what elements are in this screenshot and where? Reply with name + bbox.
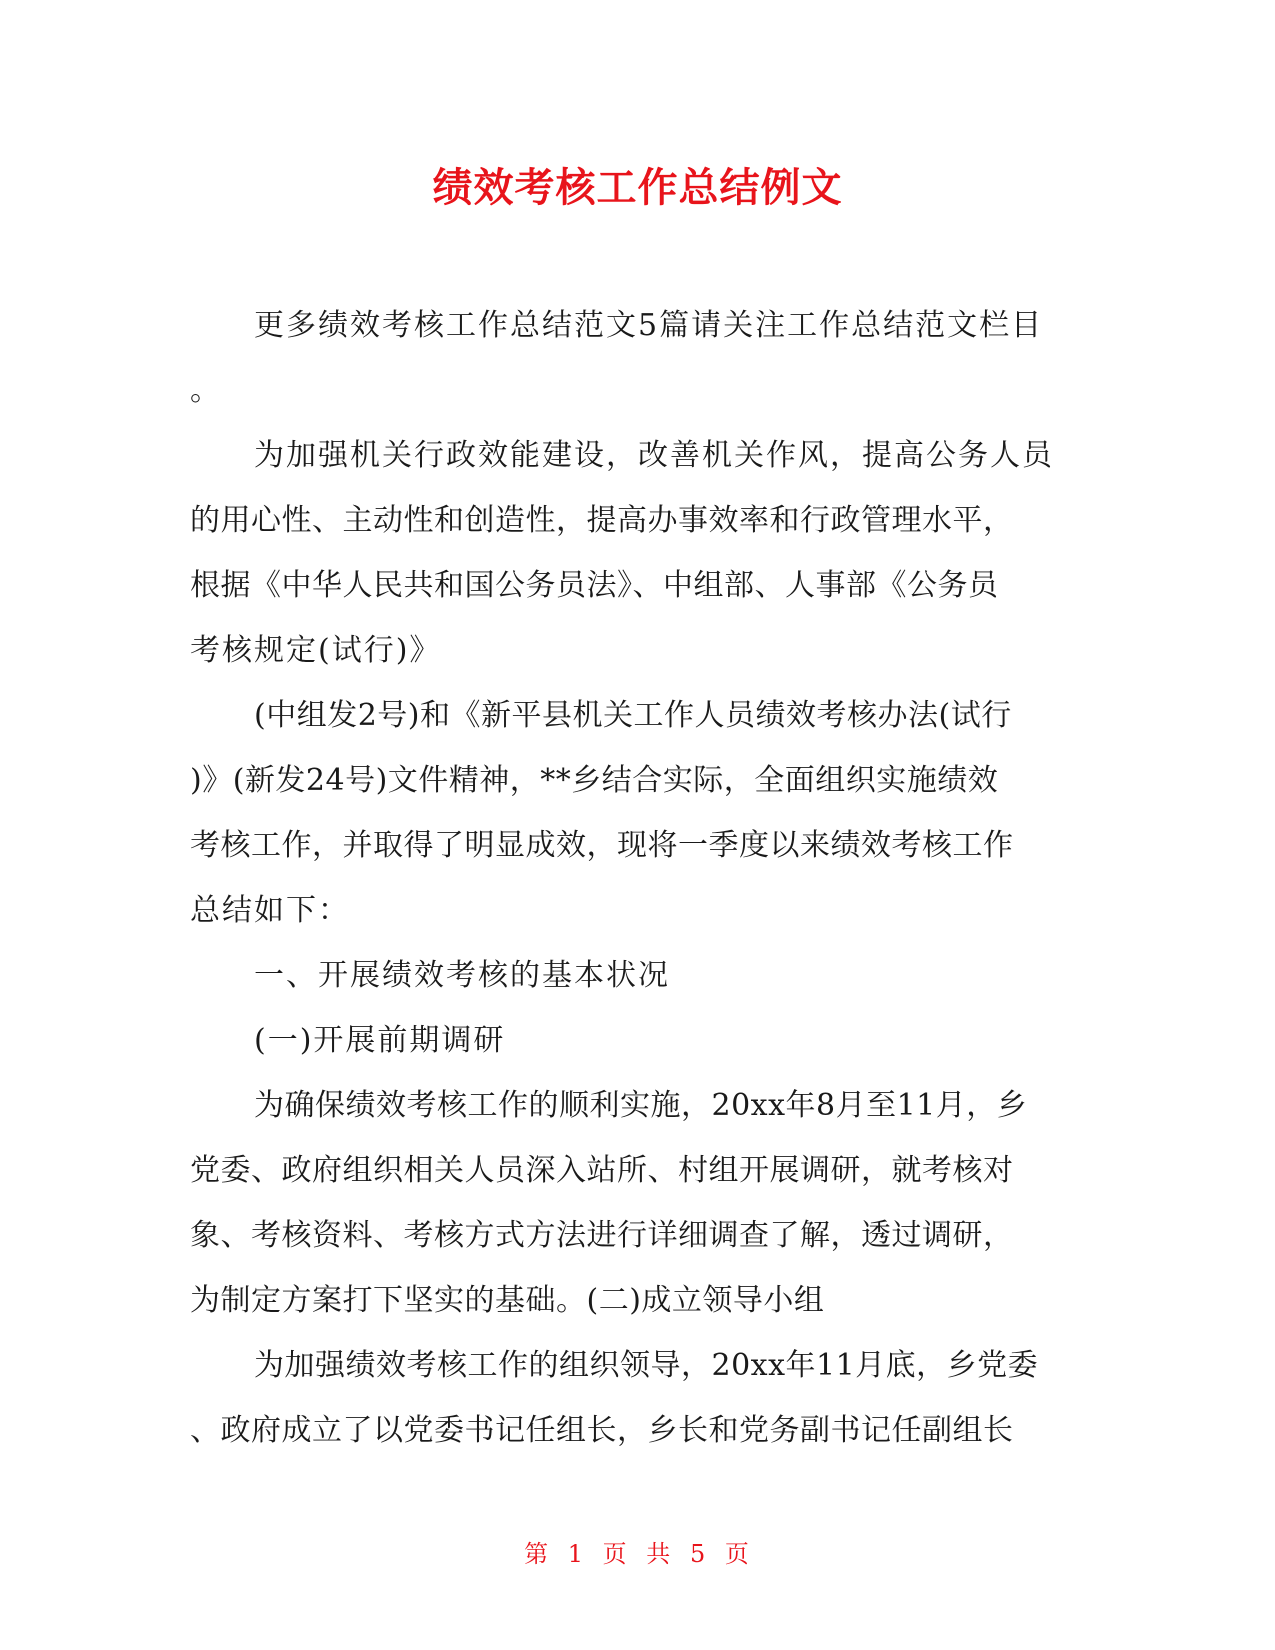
paragraph-line: 考核工作，并取得了明显成效，现将一季度以来绩效考核工作 [190,828,1014,863]
paragraph-line: 为确保绩效考核工作的顺利实施，20xx年8月至11月，乡 [254,1088,1028,1123]
paragraph-line: 为加强机关行政效能建设，改善机关作风，提高公务人员 [254,438,1054,473]
paragraph-line: (中组发2号)和《新平县机关工作人员绩效考核办法(试行 [254,698,1012,733]
paragraph-line: 更多绩效考核工作总结范文5篇请关注工作总结范文栏目 [254,308,1044,343]
paragraph-line: 考核规定(试行)》 [190,633,442,668]
paragraph-line: 根据《中华人民共和国公务员法》、中组部、人事部《公务员 [190,568,999,603]
paragraph-line: )》(新发24号)文件精神，**乡结合实际，全面组织实施绩效 [190,763,999,798]
paragraph-line: 象、考核资料、考核方式方法进行详细调查了解，透过调研， [190,1218,1014,1253]
section-heading: 一、开展绩效考核的基本状况 [254,958,670,993]
paragraph-line: 为制定方案打下坚实的基础。(二)成立领导小组 [190,1283,825,1318]
paragraph-line: 、政府成立了以党委书记任组长，乡长和党务副书记任副组长 [190,1413,1014,1448]
document-body [190,293,1085,1463]
paragraph-line: 为加强绩效考核工作的组织领导，20xx年11月底，乡党委 [254,1348,1039,1383]
paragraph-line: 的用心性、主动性和创造性，提高办事效率和行政管理水平， [190,503,1014,538]
paragraph-line: 。 [190,373,222,408]
paragraph-line: 党委、政府组织相关人员深入站所、村组开展调研，就考核对 [190,1153,1014,1188]
page-number-footer: 第 1 页 共 5 页 [524,1540,751,1568]
document-title: 绩效考核工作总结例文 [432,165,843,211]
subsection-heading: (一)开展前期调研 [254,1023,506,1058]
paragraph-line: 总结如下： [190,893,350,928]
